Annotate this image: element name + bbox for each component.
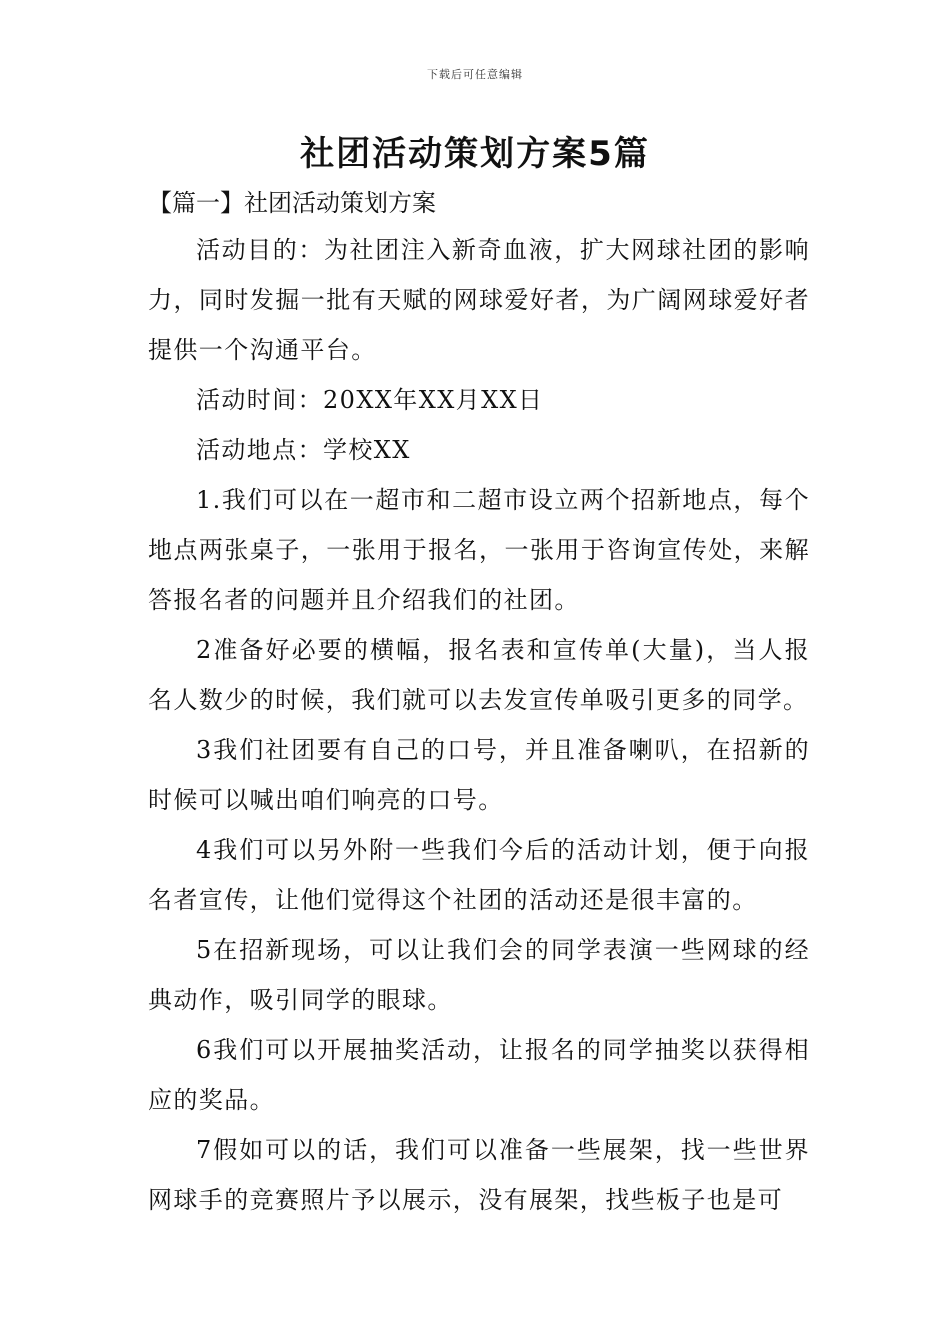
paragraph-location: 活动地点：学校XX bbox=[196, 436, 411, 464]
paragraph-item-4: 4我们可以另外附一些我们今后的活动计划，便于向报名者宣传，让他们觉得这个社团的活动还是很丰富的。 bbox=[148, 836, 810, 914]
paragraph-item-6: 6我们可以开展抽奖活动，让报名的同学抽奖以获得相应的奖品。 bbox=[148, 1036, 810, 1114]
header-note: 下载后可任意编辑 bbox=[427, 68, 523, 81]
paragraph-purpose: 活动目的：为社团注入新奇血液，扩大网球社团的影响力，同时发掘一批有天赋的网球爱好者，为广阔网球爱好者提供一个沟通平台。 bbox=[148, 236, 810, 364]
paragraph-time: 活动时间：20XX年XX月XX日 bbox=[196, 386, 544, 414]
document-title: 社团活动策划方案5篇 bbox=[300, 134, 650, 174]
paragraph-item-7: 7假如可以的话，我们可以准备一些展架，找一些世界网球手的竞赛照片予以展示，没有展架，找些板子也是可 bbox=[148, 1136, 810, 1214]
paragraph-item-1: 1.我们可以在一超市和二超市设立两个招新地点，每个地点两张桌子，一张用于报名，一张用于咨询宣传处，来解答报名者的问题并且介绍我们的社团。 bbox=[148, 486, 810, 614]
section-heading: 【篇一】社团活动策划方案 bbox=[148, 189, 436, 217]
paragraph-item-2: 2准备好必要的横幅，报名表和宣传单(大量)，当人报名人数少的时候，我们就可以去发宣传单吸引更多的同学。 bbox=[148, 636, 810, 714]
body-text bbox=[148, 225, 810, 1225]
paragraph-item-5: 5在招新现场，可以让我们会的同学表演一些网球的经典动作，吸引同学的眼球。 bbox=[148, 936, 810, 1014]
paragraph-item-3: 3我们社团要有自己的口号，并且准备喇叭，在招新的时候可以喊出咱们响亮的口号。 bbox=[148, 736, 810, 814]
